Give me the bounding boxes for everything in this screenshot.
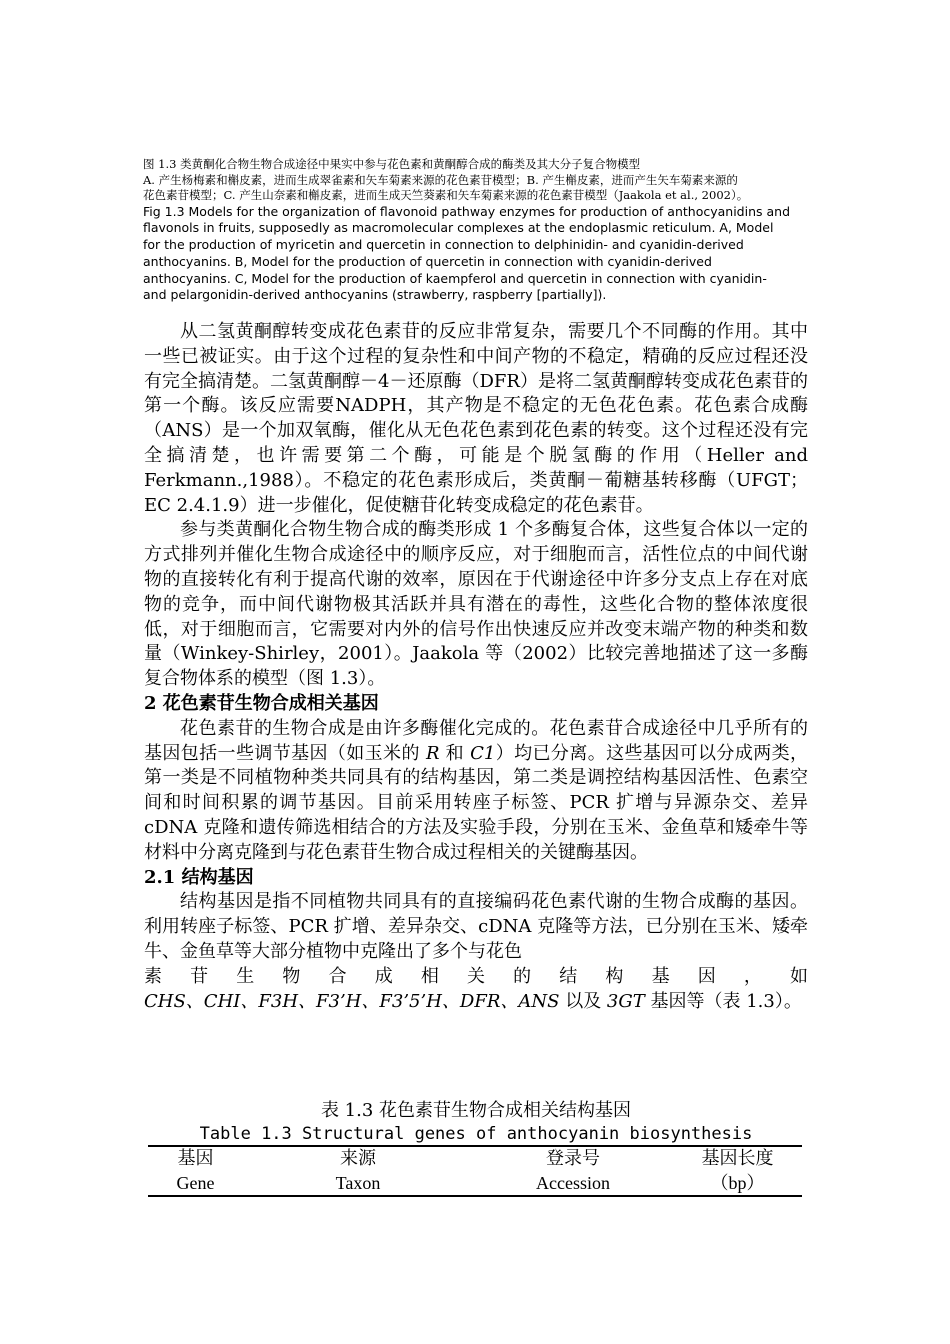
caption-cn-line: 图 1.3 类黄酮化合物生物合成途径中果实中参与花色素和黄酮醇合成的酶类及其大分子复合物模型 — [143, 157, 641, 171]
header-accession-cn: 登录号 — [546, 1148, 600, 1169]
paragraph-structural-genes: 结构基因是指不同植物共同具有的直接编码花色素代谢的生物合成酶的基因。利用转座子标签、PCR 扩增、差异杂交、cDNA 克隆等方法，已分别在玉米、矮牵牛、金鱼草等大部分植物中克隆出了多个与花色 — [144, 891, 808, 962]
table-title-cn: 表 1.3 花色素苷生物合成相关结构基因 — [320, 1100, 632, 1121]
gene-list: CHS、CHI、F3H、F3’H、F3’5’H、DFR、ANS — [144, 990, 560, 1012]
header-row-cn — [148, 1146, 802, 1171]
spread-line: 素 苷 生 物 合 成 相 关 的 结 构 基 因 ， 如 — [144, 965, 808, 987]
paragraph-genes: 花色素苷的生物合成是由许多酶催化完成的。花色素苷合成途径中几乎所有的基因包括一些调节基因（如玉米的 R 和 C1）均已分离。这些基因可以分成两类，第一类是不同植物种类共同具有的结构基因，第二类是调控结构基因活性、色素空间和时间积累的调节基因。目前采用转座子标签、PCR 扩增与异源杂交、差异 cDNA 克隆和遗传筛选相结合的方法及实验手段，分别在玉米、金鱼草和矮牵牛等材料中分离克隆到与花色素苷生物合成过程相关的关键酶基因。 — [144, 717, 808, 863]
gene-list-line: CHS、CHI、F3H、F3’H、F3’5’H、DFR、ANS 以及 3GT 基因等（表 1.3）。 — [144, 990, 802, 1012]
section-heading: 2 花色素苷生物合成相关基因 — [144, 692, 379, 714]
header-taxon-en: Taxon — [335, 1173, 381, 1193]
caption-cn-line: 花色素苷模型；C. 产生山奈素和槲皮素，进而生成天竺葵素和矢车菊素来源的花色素苷模型（Jaakola et al., 2002）。 — [143, 188, 749, 202]
figure-caption — [143, 157, 878, 304]
header-length-cn: 基因长度 — [701, 1148, 774, 1169]
caption-en-line: Fig 1.3 Models for the organization of flavonoid pathway enzymes for production of anthocyanidins and — [143, 203, 791, 219]
caption-en-line: anthocyanins. B, Model for the production of quercetin in connection with cyanidin-derived — [143, 253, 712, 269]
caption-cn-line: A. 产生杨梅素和槲皮素，进而生成翠雀素和矢车菊素来源的花色素苷模型；B. 产生槲皮素，进而产生矢车菊素来源的 — [143, 172, 738, 187]
table-header — [148, 1146, 802, 1196]
table-title-en: Table 1.3 Structural genes of anthocyanin biosynthesis — [199, 1124, 753, 1144]
header-row-en — [148, 1171, 802, 1196]
gene-c1: C1 — [470, 742, 496, 764]
caption-en-line: anthocyanins. C, Model for the production of kaempferol and quercetin in connection with cyanidin- — [143, 270, 767, 286]
header-taxon-cn: 来源 — [340, 1148, 376, 1169]
caption-en-line: and pelargonidin-derived anthocyanins (strawberry, raspberry [partially]). — [143, 287, 607, 303]
gene-3gt: 3GT — [606, 990, 645, 1012]
header-gene-cn: 基因 — [177, 1148, 214, 1169]
body-text — [144, 320, 808, 1014]
gene-r: R — [425, 742, 440, 764]
paragraph-multienzyme-complex: 参与类黄酮化合物生物合成的酶类形成 1 个多酶复合体，这些复合体以一定的方式排列并催化生物合成途径中的顺序反应，对于细胞而言，活性位点的中间代谢物的直接转化有利于提高代谢的效率，原因在于代谢途径中许多分支点上存在对底物的竞争，而中间代谢物极其活跃并具有潜在的毒性，这些化合物的整体浓度很低，对于细胞而言，它需要对内外的信号作出快速反应并改变末端产物的种类和数量（Winkey-Shirley，2001）。Jaakola 等（2002）比较完善地描述了这一多酶复合物体系的模型（图 1.3）。 — [144, 519, 808, 690]
table — [148, 1145, 802, 1197]
paragraph-dfr-ans: 从二氢黄酮醇转变成花色素苷的反应非常复杂，需要几个不同酶的作用。其中一些已被证实。由于这个过程的复杂性和中间产物的不稳定，精确的反应过程还没有完全搞清楚。二氢黄酮醇－4－还原酶（DFR）是将二氢黄酮醇转变成花色素苷的第一个酶。该反应需要NADPH，其产物是不稳定的无色花色素。花色素合成酶（ANS）是一个加双氧酶，催化从无色花色素到花色素的转变。这个过程还没有完全搞清楚，也许需要第二个酶，可能是个脱氢酶的作用（Heller and Ferkmann.,1988）。不稳定的花色素形成后，类黄酮－葡糖基转移酶（UFGT；EC 2.4.1.9）进一步催化，促使糖苷化转变成稳定的花色素苷。 — [144, 321, 808, 516]
subsection-heading: 2.1 结构基因 — [144, 866, 254, 888]
header-gene-en: Gene — [176, 1173, 215, 1193]
header-length-en: （bp） — [710, 1173, 765, 1193]
caption-en-line: flavonols in fruits, supposedly as macromolecular complexes at the endoplasmic reticulum. A, Model — [143, 220, 774, 236]
caption-en-line: for the production of myricetin and quercetin in connection to delphinidin- and cyanidin-derived — [143, 237, 744, 253]
structural-genes-table — [148, 1145, 802, 1197]
header-accession-en: Accession — [536, 1173, 610, 1193]
